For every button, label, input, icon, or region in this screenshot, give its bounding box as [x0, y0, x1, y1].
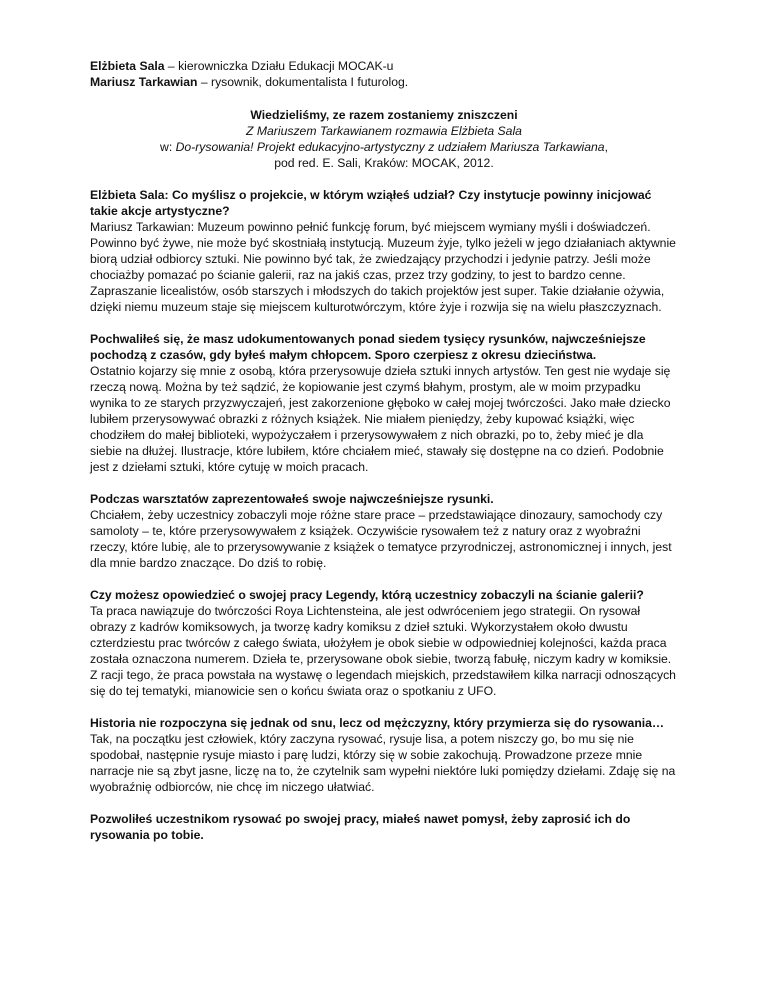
question: Podczas warsztatów zaprezentowałeś swoje najwcześniejsze rysunki.: [90, 492, 494, 506]
byline-role: – rysownik, dokumentalista I futurolog.: [197, 75, 409, 89]
answer: Tak, na początku jest człowiek, który zaczyna rysować, rysuje lisa, a potem niszczy go, bo mu się nie spodobał, następnie rysuje miasto i parę ludzi, którzy się w sobie zakochują. Prowadzone przeze mnie narracje nie są zbyt jasne, liczę na to, że czytelnik sam wypełni niektóre luki pomiędzy dziełami. Zdaję się na wyobraźnię odbiorców, nie chcę im niczego ułatwiać.: [90, 732, 676, 794]
answer: Ta praca nawiązuje do twórczości Roya Lichtensteina, ale jest odwróceniem jego strategii. On rysował obrazy z kadrów komiksowych, ja tworzę kadry komiksu z dzieł sztuki. Wykorzystałem około dwustu czterdziestu prac twórców z całego świata, ułożyłem je obok siebie w odpowiedniej kolejności, każda praca została oznaczona numerem. Dzieła te, przerysowane obok siebie, tworzą fabułę, niczym kadry w komiksie. Z racji tego, że praca powstała na wystawę o legendach miejskich, przedstawiłem kilka narracji odnoszących się do tej tematyki, mianowicie sen o końcu świata oraz o spotkaniu z UFO.: [90, 604, 676, 698]
qa-block: [90, 331, 678, 475]
source-editor-line: pod red. E. Sali, Kraków: MOCAK, 2012.: [274, 156, 494, 170]
source-prefix: w:: [160, 140, 176, 154]
question: Czy możesz opowiedzieć o swojej pracy Legendy, którą uczestnicy zobaczyli na ścianie galerii?: [90, 588, 644, 602]
qa-block: [90, 811, 678, 843]
answer: Ostatnio kojarzy się mnie z osobą, która przerysowuje dzieła sztuki innych artystów. Ten gest nie wydaje się rzeczą nową. Można by też sądzić, że kopiowanie jest czymś błahym, prostym, ale w moim przypadku wynika to ze starych przyzwyczajeń, jest zakorzenione głęboko w całej mojej twórczości. Jako małe dziecko lubiłem przerysowywać obrazki z różnych książek. Nie miałem pieniędzy, żeby kupować książki, więc chodziłem do małej biblioteki, wypożyczałem i przerysowywałem z nich obrazki, po to, żeby mieć je dla siebie na dłużej. Ilustracje, które lubiłem, które chciałem mieć, stawały się dostępne na co dzień. Podobnie jest z dziełami sztuki, które cytuję w moich pracach.: [90, 364, 671, 474]
byline-name: Mariusz Tarkawian: [90, 75, 198, 89]
bylines: [90, 58, 678, 90]
source-line: [90, 139, 678, 155]
article-subtitle: Z Mariuszem Tarkawianem rozmawia Elżbieta Sala: [246, 124, 522, 138]
byline-artist: [90, 74, 678, 90]
source-title: Do-rysowania! Projekt edukacyjno-artystyczny z udziałem Mariusza Tarkawiana: [175, 140, 605, 154]
source-suffix: ,: [604, 140, 608, 154]
byline-interviewer: [90, 58, 678, 74]
answer: Chciałem, żeby uczestnicy zobaczyli moje różne stare prace – przedstawiające dinozaury, samochody czy samoloty – te, które przerysowywałem z książek. Oczywiście rysowałem też z natury oraz z wyobraźni rzeczy, które lubię, ale to przerysowywanie z książek o tematyce przyrodniczej, astronomicznej i innych, jest dla mnie bardzo znaczące. Do dziś to robię.: [90, 508, 672, 570]
question: Pochwaliłeś się, że masz udokumentowanych ponad siedem tysięcy rysunków, najwcześniejsze pochodzą z czasów, gdy byłeś małym chłopcem. Sporo czerpiesz z okresu dzieciństwa.: [90, 332, 646, 362]
question: Historia nie rozpoczyna się jednak od snu, lecz od mężczyzny, który przymierza się do rysowania…: [90, 716, 665, 730]
question: Elżbieta Sala: Co myślisz o projekcie, w którym wziąłeś udział? Czy instytucje powinny inicjować takie akcje artystyczne?: [90, 188, 652, 218]
qa-block: [90, 587, 678, 699]
article-title: Wiedzieliśmy, ze razem zostaniemy zniszczeni: [250, 108, 518, 122]
qa-block: [90, 187, 678, 315]
answer: Mariusz Tarkawian: Muzeum powinno pełnić funkcję forum, być miejscem wymiany myśli i doświadczeń. Powinno być żywe, nie może być skostniałą instytucją. Muzeum żyje, tylko jeżeli w jego działaniach aktywnie biorą udział odbiorcy sztuki. Nie powinno być tak, że zwiedzający przychodzi i jedynie patrzy. Jeśli może chociażby pomazać po ścianie galerii, raz na jakiś czas, przez trzy godziny, to jest to bardzo cenne. Zapraszanie licealistów, osób starszych i młodszych do takich projektów jest super. Takie działanie ożywia, dzięki niemu muzeum staje się miejscem kulturotwórczym, które żyje i rozwija się na wielu płaszczyznach.: [90, 220, 676, 314]
question: Pozwoliłeś uczestnikom rysować po swojej pracy, miałeś nawet pomysł, żeby zaprosić ich do rysowania po tobie.: [90, 812, 631, 842]
title-block: [90, 107, 678, 171]
qa-block: [90, 491, 678, 571]
byline-name: Elżbieta Sala: [90, 59, 165, 73]
byline-role: – kierowniczka Działu Edukacji MOCAK-u: [164, 59, 394, 73]
qa-block: [90, 715, 678, 795]
